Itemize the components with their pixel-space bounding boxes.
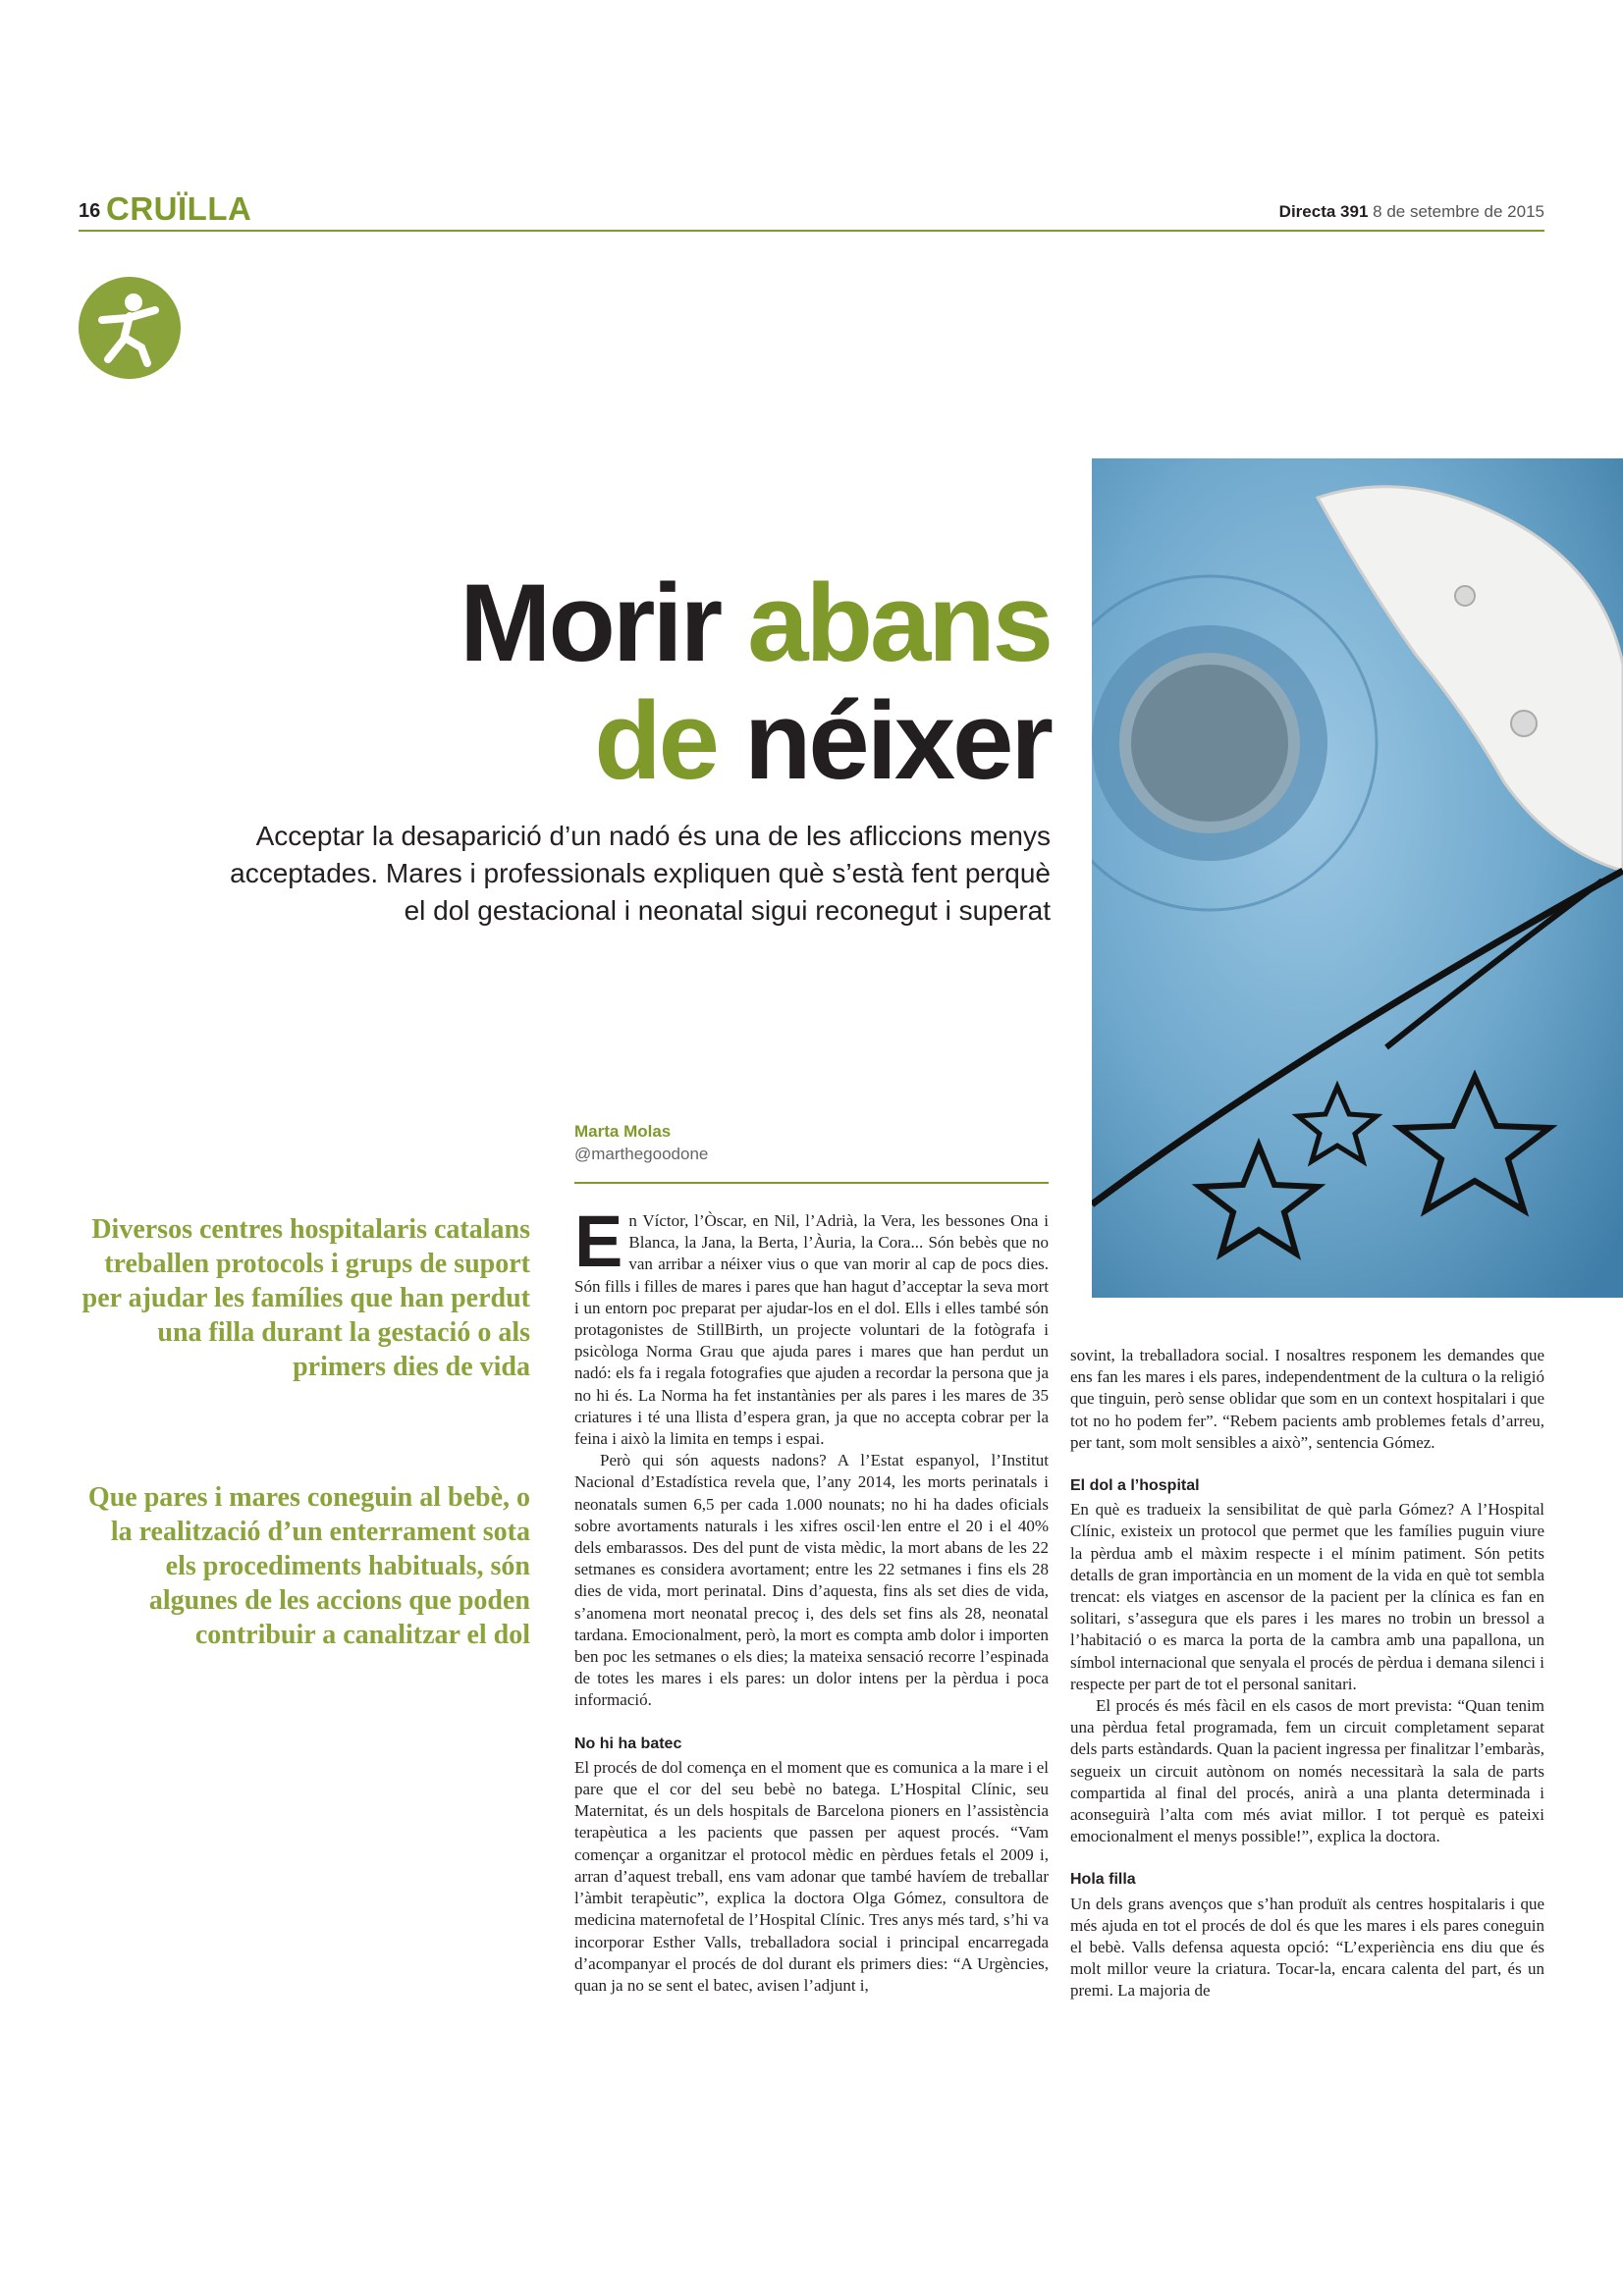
headline-word: néixer <box>744 679 1051 802</box>
article-paragraph: El procés és més fàcil en els casos de mort prevista: “Quan tenim una pèrdua fetal programada, fem un circuit completament separat dels parts estàndards. Quan la pacient ingressa per finalitzar l’embaràs, segueix un circuit autònom on només necessitarà la sala de parts compartida al final del procés, anirà a una planta determinada i aconseguirà l’alta com més aviat millor. I tot perquè es pateixi emocionalment el menys possible!”, explica la doctora. <box>1070 1696 1544 1846</box>
page-number: 16 <box>79 200 101 222</box>
section-title: CRUÏLLA <box>106 190 252 227</box>
article-paragraph <box>574 1201 1049 1450</box>
article-paragraph: El procés de dol comença en el moment que es comunica a la mare i el pare que el cor del seu bebè no batega. L’Hospital Clínic, seu Maternitat, és un dels hospitals de Barcelona pioners en l’assistència terapèutica a les pacients que passen per aquest procés. “Vam començar a organitzar el protocol mèdic en pèrdues fetals el 2009 i, arran d’aquest treball, ens vam adonar que també havíem de treballar l’àmbit terapèutic”, explica la doctora Olga Gómez, consultora de medicina maternofetal de l’Hospital Clínic. Tres anys més tard, s’hi va incorporar Esther Valls, treballadora social i principal encarregada d’acompanyar el procés de dol durant els primers dies: “A Urgències, quan ja no se sent el batec, avisen l’adjunt i, <box>574 1757 1049 1995</box>
byline <box>574 1122 708 1164</box>
author-name: Marta Molas <box>574 1122 672 1141</box>
article-column-2 <box>1070 1345 1544 2002</box>
article-column-1 <box>574 1201 1049 1997</box>
standfirst: Acceptar la desaparició d’un nadó és una de les afliccions menys acceptades. Mares i professionals expliquen què s’està fent perquè el dol gestacional i neonatal sigui reconegut i superat <box>230 821 1051 926</box>
subheading: No hi ha batec <box>574 1735 682 1752</box>
subheading: El dol a l’hospital <box>1070 1477 1200 1495</box>
subheading: Hola filla <box>1070 1871 1136 1889</box>
headline-word: abans <box>747 561 1051 684</box>
headline-word: Morir <box>460 561 721 684</box>
article-paragraph: Però qui són aquests nadons? A l’Estat espanyol, l’Institut Nacional d’Estadística revela que, l’any 2014, les morts perinatals i neonatals sumen 6,5 per cada 1.000 nounats; no hi ha dades oficials sobre avortaments naturals i les xifres oscil·len entre el 20 i el 40% dels embarassos. Des del punt de vista mèdic, la mort abans de les 22 setmanes es considera avortament; entre les 22 setmanes i fins els 28 dies de vida, mort perinatal. Dins d’aquesta, fins als set dies de vida, s’anomena mort neonatal precoç i, des dels set fins als 28, neonatal tardana. Emocionalment, però, la mort es compta amb dolor i importen ben poc les setmanes o els dies; la mateixa sensació recorre l’espinada de totes les mares i els pares: un dolor intens per la pèrdua i poca informació. <box>574 1451 1049 1710</box>
paragraph-text: n Víctor, l’Òscar, en Nil, l’Adrià, la Vera, les bessones Ona i Blanca, la Jana, la Berta, l’Àuria, la Cora... Són bebès que no van arribar a néixer vius o que van morir al cap de pocs dies. Són fills i filles de mares i pares que han hagut d’acceptar la seva mort i un entorn poc preparat per ajudar-los en el dol. Ells i elles també són protagonistes de StillBirth, un projecte voluntari de la fotògrafa i psicòloga Norma Grau que ajuda pares i mares que han perdut un nadó: els fa i regala fotografies que ajuden a recordar la persona que ja no hi és. La Norma ha fet instantànies per als pares i les mares de 35 criatures i té una llista d’espera gran, ja que no accepta cobrar per la feina i això la limita en temps i espai. <box>574 1211 1049 1449</box>
article-paragraph: Un dels grans avenços que s’han produït als centres hospitalaris i que més ajuda en tot el procés de dol és que les mares i els pares coneguin el bebè. Valls defensa aquesta opció: “L’experiència ens diu que és molt millor veure la criatura. Tocar-la, encara calenta del part, és un premi. La majoria de <box>1070 1894 1544 2001</box>
article-paragraph: En què es tradueix la sensibilitat de què parla Gómez? A l’Hospital Clínic, existeix un protocol que permet que les famílies puguin viure la pèrdua amb el màxim respecte i el mínim patiment. Són petits detalls de gran importància en un moment de la vida en què tot sembla trencat: els viatges en ascensor de la pacient per la clínica es fan en solitari, s’assegura que els pares i les mares no trobin un bressol a l’habitació o es marca la porta de la cambra amb una papallona, un símbol internacional que senyala el procés de pèrdua i demana silenci i respecte per part de tot el personal sanitari. <box>1070 1500 1544 1693</box>
headline <box>226 561 1051 802</box>
article-paragraph: sovint, la treballadora social. I nosaltres responem les demandes que ens fan les mares i els pares, independentment de la cultura o la religió que tinguin, però sense oblidar que som en un context hospitalari i que tot no ho podem fer”. “Rebem pacients amb problemes fetals d’arreu, per tant, som molt sensibles a això”, sentencia Gómez. <box>1070 1346 1544 1452</box>
header-rule <box>79 230 1544 232</box>
byline-rule <box>574 1182 1049 1184</box>
page-header <box>79 190 1544 230</box>
author-handle: @marthegoodone <box>574 1145 709 1163</box>
person-figure-icon <box>79 277 181 379</box>
publication-name: Directa 391 <box>1278 202 1369 221</box>
publication-info <box>1279 202 1544 222</box>
cd-and-hospital-bracelet-photo <box>1092 458 1623 1298</box>
publication-date: 8 de setembre de 2015 <box>1373 202 1544 221</box>
headline-word: de <box>594 679 717 802</box>
drop-cap: E <box>574 1201 623 1282</box>
pull-quote: Diversos centres hospitalaris catalans treballen protocols i grups de suport per ajudar les famílies que han perdut una filla durant la gestació o als primers dies de vida <box>81 1214 530 1382</box>
pull-quote: Que pares i mares coneguin al bebè, o la realització d’un enterrament sota els procediments habituals, són algunes de les accions que poden contribuir a canalitzar el dol <box>87 1482 530 1650</box>
